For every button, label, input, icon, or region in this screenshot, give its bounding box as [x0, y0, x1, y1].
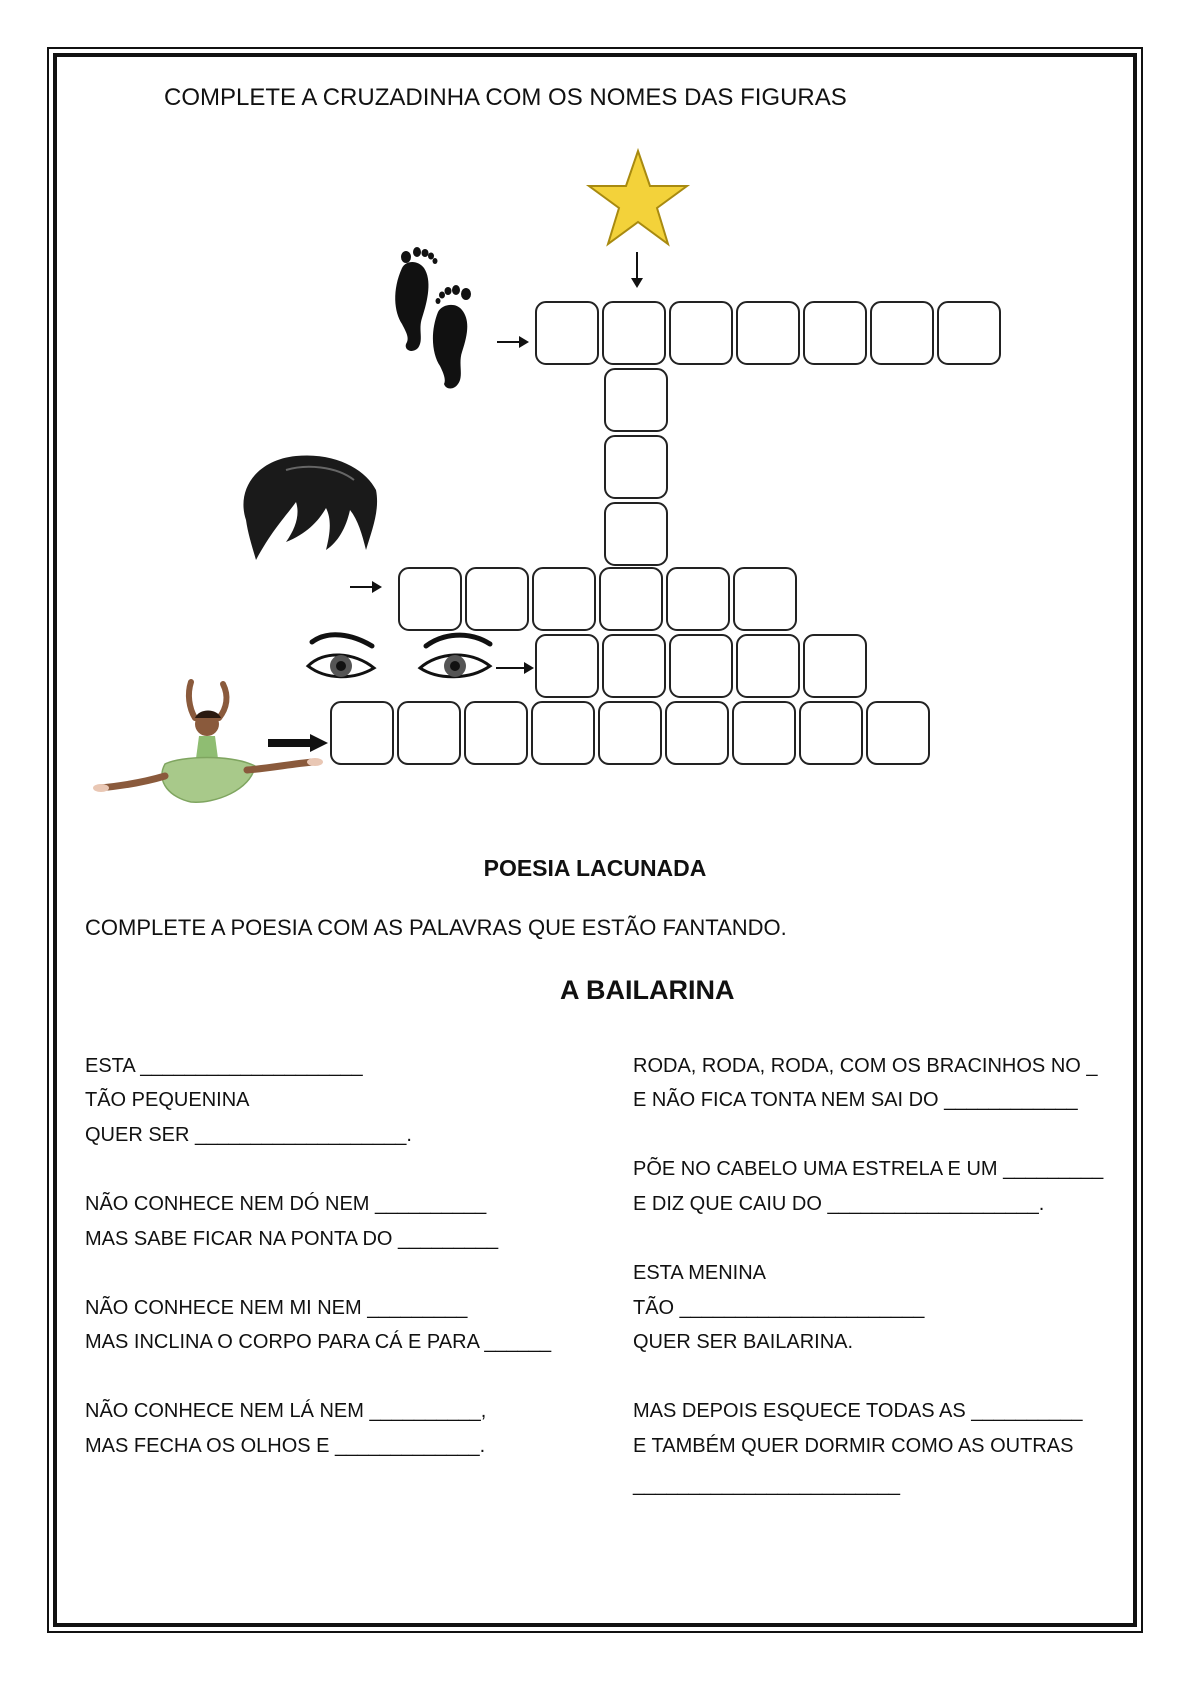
crossword-cell[interactable] — [732, 701, 796, 765]
crossword-cell[interactable] — [669, 301, 733, 365]
crossword-cell[interactable] — [532, 567, 596, 631]
crossword-cell[interactable] — [464, 701, 528, 765]
poem-line: MAS INCLINA O CORPO PARA CÁ E PARA ______ — [85, 1331, 552, 1353]
crossword-cell[interactable] — [803, 634, 867, 698]
crossword-cell[interactable] — [397, 701, 461, 765]
crossword-cell[interactable] — [602, 634, 666, 698]
star-icon — [586, 148, 690, 248]
crossword-cell[interactable] — [733, 567, 797, 631]
eyes-icon — [304, 630, 500, 686]
crossword-cell[interactable] — [666, 567, 730, 631]
crossword-cell[interactable] — [531, 701, 595, 765]
poem-line: NÃO CONHECE NEM MI NEM _________ — [85, 1297, 468, 1319]
footprints-icon — [388, 240, 488, 390]
poem-line: QUER SER BAILARINA. — [633, 1331, 854, 1353]
poem-line: QUER SER ___________________. — [85, 1124, 412, 1146]
crossword-cell[interactable] — [870, 301, 934, 365]
crossword-cell[interactable] — [866, 701, 930, 765]
poem-line: MAS DEPOIS ESQUECE TODAS AS __________ — [633, 1400, 1083, 1422]
crossword-cell[interactable] — [803, 301, 867, 365]
section-title: POESIA LACUNADA — [483, 855, 707, 881]
crossword-cell[interactable] — [736, 301, 800, 365]
crossword-cell[interactable] — [398, 567, 462, 631]
hair-icon — [226, 450, 382, 570]
poem-line: NÃO CONHECE NEM LÁ NEM __________, — [85, 1400, 487, 1422]
arrow-right-icon — [496, 662, 534, 674]
crossword-cell[interactable] — [604, 502, 668, 566]
crossword-cell[interactable] — [665, 701, 729, 765]
crossword-cell[interactable] — [937, 301, 1001, 365]
poem-line: E DIZ QUE CAIU DO ___________________. — [633, 1193, 1045, 1215]
poem-line: PÕE NO CABELO UMA ESTRELA E UM _________ — [633, 1158, 1104, 1180]
arrow-down-icon — [630, 252, 644, 288]
poem-line: TÃO PEQUENINA — [85, 1089, 250, 1111]
poem-line: ESTA ____________________ — [85, 1055, 363, 1077]
crossword-cell[interactable] — [604, 368, 668, 432]
crossword-cell[interactable] — [535, 301, 599, 365]
crossword-cell[interactable] — [669, 634, 733, 698]
ballerina-icon — [95, 678, 325, 828]
poem-line: ________________________ — [633, 1474, 900, 1496]
poem-line: MAS FECHA OS OLHOS E _____________. — [85, 1435, 486, 1457]
crossword-instruction: COMPLETE A CRUZADINHA COM OS NOMES DAS FIGURAS — [164, 84, 847, 111]
crossword-cell[interactable] — [604, 435, 668, 499]
section-instruction: COMPLETE A POESIA COM AS PALAVRAS QUE ESTÃO FANTANDO. — [85, 915, 787, 940]
crossword-cell[interactable] — [330, 701, 394, 765]
arrow-right-icon — [268, 734, 328, 752]
poem-line: TÃO ______________________ — [633, 1297, 925, 1319]
poem-line: MAS SABE FICAR NA PONTA DO _________ — [85, 1228, 499, 1250]
poem-line: NÃO CONHECE NEM DÓ NEM __________ — [85, 1193, 487, 1215]
poem-line: ESTA MENINA — [633, 1262, 766, 1284]
crossword-cell[interactable] — [736, 634, 800, 698]
crossword-cell[interactable] — [598, 701, 662, 765]
poem-line: RODA, RODA, RODA, COM OS BRACINHOS NO _ — [633, 1055, 1098, 1077]
poem-line: E NÃO FICA TONTA NEM SAI DO ____________ — [633, 1089, 1078, 1111]
poem-line: E TAMBÉM QUER DORMIR COMO AS OUTRAS — [633, 1435, 1074, 1457]
crossword-cell[interactable] — [602, 301, 666, 365]
crossword-cell[interactable] — [465, 567, 529, 631]
page-border-inner — [53, 53, 1137, 1627]
crossword-cell[interactable] — [599, 567, 663, 631]
arrow-right-icon — [350, 581, 382, 593]
poem-title: A BAILARINA — [560, 975, 735, 1005]
arrow-right-icon — [497, 336, 529, 348]
crossword-cell[interactable] — [535, 634, 599, 698]
crossword-cell[interactable] — [799, 701, 863, 765]
